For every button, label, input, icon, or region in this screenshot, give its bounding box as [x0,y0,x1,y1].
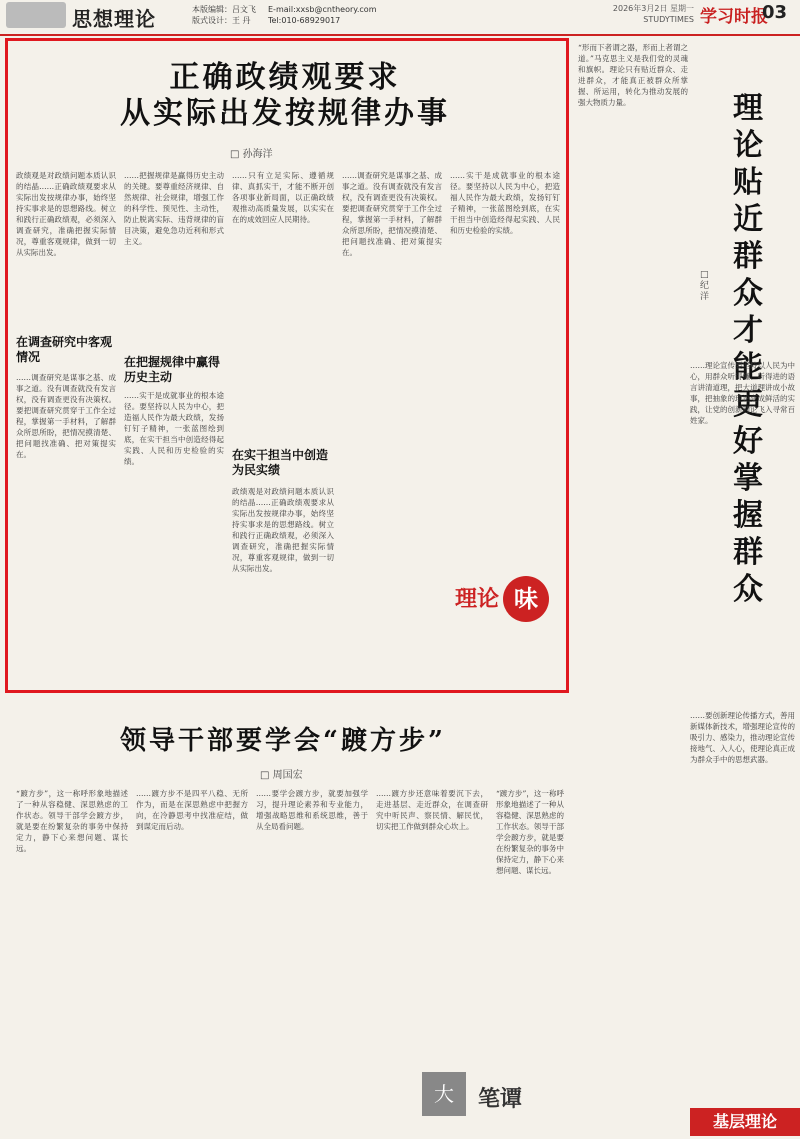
article1-subhead3: 在实干担当中创造为民实绩 [232,448,329,477]
lunwei-badge [455,576,565,626]
article2-col2: ……踱方步不是四平八稳、无所作为，而是在深思熟虑中把握方向，在冷静思考中找准症结，做到谋定而后动。 [136,789,248,831]
article1-col1-bottom: ……调查研究是谋事之基、成事之道。没有调查就没有发言权，没有调查更没有决策权。要把调查研究贯穿于工作全过程，掌握第一手材料，了解群众所思所盼，把情况摸清楚、把问题找准确、把对策提实在。 [16,373,116,459]
paper-name: 学习时报 [700,7,768,27]
article3-author: □ 纪洋 [700,270,710,302]
bitan-text: 笔谭 [478,1086,523,1112]
article1-subhead1: 在调查研究中客观情况 [16,335,113,364]
article1-title-line1: 正确政绩观要求 [169,60,401,95]
article1-col5: ……实干是成就事业的根本途径。要坚持以人民为中心，把造福人民作为最大政绩，发扬钉钉子精神，一张蓝图绘到底，在实干担当中创造经得起实践、人民和历史检验的实绩。 [450,171,560,235]
issue-date [594,3,694,25]
editor-line: 本版编辑：吕文飞 [192,5,256,14]
article3-col1: “形而下者谓之器，形而上者谓之道。”马克思主义是我们党的灵魂和旗帜。理论只有贴近群众、走进群众，才能真正被群众所掌握、所运用，转化为推动发展的强大物质力量。 [578,43,688,107]
article2-title: 领导干部要学会“踱方步” [120,726,446,756]
article1-col2-bottom: ……实干是成就事业的根本途径。要坚持以人民为中心，把造福人民作为最大政绩，发扬钉钉子精神，一张蓝图绘到底，在实干担当中创造经得起实践、人民和历史检验的实绩。 [124,391,224,466]
article1-col3-top: ……只有立足实际、遵循规律、真抓实干，才能不断开创各项事业新局面，以正确政绩观推动高质量发展，以实实在在的成效回应人民期待。 [232,171,334,224]
article2-col3: ……要学会踱方步，就要加强学习，提升理论素养和专业能力，增强战略思维和系统思维，善于从全局看问题。 [256,789,368,831]
article2-author: □ 周国宏 [260,770,303,781]
page-header [0,0,800,36]
section-logo [6,2,66,28]
article1-col3-bottom: 政绩观是对政绩问题本质认识的结晶……正确政绩观要求从实际出发按规律办事，始终坚持实事求是的思想路线。树立和践行正确政绩观，必须深入调查研究，准确把握实际情况，尊重客观规律，做到一切从实际出发。 [232,487,334,573]
paper-latin: STUDYTIMES [643,15,694,24]
lunwei-circle-icon: 味 [503,576,549,622]
article1-col2-top: ……把握规律是赢得历史主动的关键。要尊重经济规律、自然规律、社会规律，增强工作的科学性、预见性、主动性，防止脱离实际、违背规律的盲目决策，避免急功近利和形式主义。 [124,171,224,246]
designer-line: 版式设计：王 丹 [192,16,251,25]
bitan-square-icon: 大 [422,1072,466,1116]
article3-col2: ……理论宣传要坚持以人民为中心，用群众听得懂、听得进的语言讲清道理，把大道理讲成小故事，把抽象的理论变成鲜活的实践，让党的创新理论飞入寻常百姓家。 [690,361,795,425]
editor-credits [192,4,256,26]
article1-col4: ……调查研究是谋事之基、成事之道。没有调查就没有发言权，没有调查更没有决策权。要把调查研究贯穿于工作全过程，掌握第一手材料，了解群众所思所盼，把情况摸清楚、把问题找准确、把对策提实在。 [342,171,442,257]
article1-title [60,60,510,132]
contact-info [268,4,377,26]
bitan-badge [422,1072,562,1122]
article3-title: 理论贴近群众才能更好掌握群众 [733,91,763,607]
contact-phone: Tel:010-68929017 [268,16,341,25]
page-number: 03 [762,2,788,23]
lunwei-text: 理论 [455,586,500,612]
section-title: 思想理论 [72,7,156,31]
article1-subhead2: 在把握规律中赢得历史主动 [124,355,221,384]
article1-author: □ 孙海洋 [230,149,273,160]
article2-col1: “踱方步”，这一称呼形象地描述了一种从容稳健、深思熟虑的工作状态。领导干部学会踱方步，就是要在纷繁复杂的事务中保持定力，静下心来想问题、谋长远。 [16,789,128,853]
contact-email: E-mail:xxsb@cntheory.com [268,5,377,14]
date-line: 2026年3月2日 星期一 [612,4,694,13]
brand-block: 基层理论 [690,1108,800,1136]
article1-col1-top: 政绩观是对政绩问题本质认识的结晶……正确政绩观要求从实际出发按规律办事，始终坚持实事求是的思想路线。树立和践行正确政绩观，必须深入调查研究，准确把握实际情况，尊重客观规律，做到一切从实际出发。 [16,171,116,257]
article2-col4: ……踱方步还意味着要沉下去，走进基层、走近群众，在调查研究中听民声、察民情、解民忧，切实把工作做到群众心坎上。 [376,789,488,831]
article3-col3: ……要创新理论传播方式，善用新媒体新技术，增强理论宣传的吸引力、感染力，推动理论宣传接地气、入人心，使理论真正成为群众手中的思想武器。 [690,711,795,764]
article2-col5: “踱方步”，这一称呼形象地描述了一种从容稳健、深思熟虑的工作状态。领导干部学会踱方步，就是要在纷繁复杂的事务中保持定力，静下心来想问题、谋长远。 [496,789,564,875]
article1-title-line2: 从实际出发按规律办事 [120,96,450,131]
